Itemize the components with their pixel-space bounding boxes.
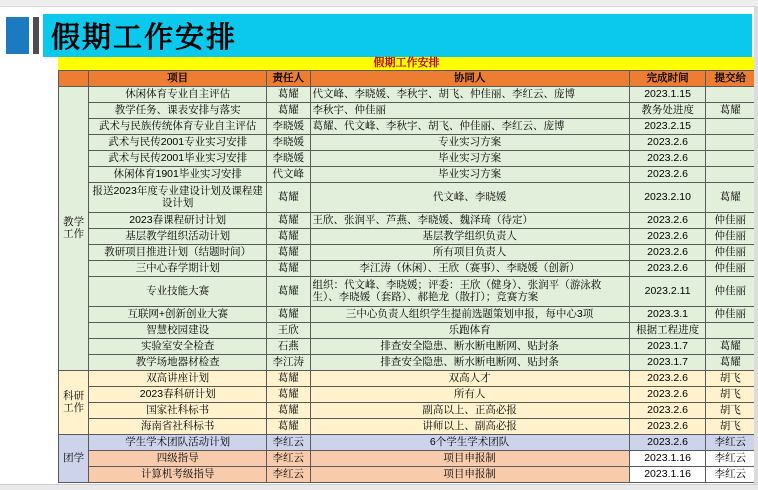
- cell-time: 2023.2.6: [629, 135, 706, 151]
- cell-project: 海南省社科标书: [89, 419, 267, 435]
- top-edge-strip: [0, 0, 758, 7]
- cell-owner: 李红云: [267, 467, 310, 483]
- cell-project: 基层教学组织活动计划: [89, 229, 267, 245]
- cell-collaborators: 三中心负责人组织学生提前选题策划申报，每中心3项: [310, 307, 629, 323]
- cell-time: 2023.1.7: [629, 339, 706, 355]
- table-row: [59, 135, 755, 151]
- cell-submit-to: [706, 135, 755, 151]
- table-row: [59, 119, 755, 135]
- cell-project: 专业技能大赛: [89, 277, 267, 307]
- table-row: [59, 371, 755, 387]
- cell-collaborators: 王欣、张润平、芦燕、李晓媛、魏泽琦（待定）: [310, 213, 629, 229]
- cell-submit-to: 仲佳丽: [706, 277, 755, 307]
- cell-owner: 代文峰: [267, 167, 310, 183]
- cell-project: 三中心春学期计划: [89, 261, 267, 277]
- cell-collaborators: 基层教学组织负责人: [310, 229, 629, 245]
- header-submit-to: 提交给: [706, 71, 755, 87]
- cell-owner: 李晓媛: [267, 119, 310, 135]
- table-body: [59, 87, 755, 483]
- accent-square: [6, 17, 29, 54]
- cell-project: 教学任务、课表安排与落实: [89, 103, 267, 119]
- cell-time: 2023.1.15: [629, 87, 706, 103]
- cell-time: 2023.1.16: [629, 467, 706, 483]
- cell-project: 2023春科研计划: [89, 387, 267, 403]
- table-header: [59, 71, 755, 87]
- cell-time: 2023.2.6: [629, 151, 706, 167]
- cell-time: 2023.1.16: [629, 451, 706, 467]
- cell-owner: 葛耀: [267, 229, 310, 245]
- section-label: 教学 工作: [59, 87, 89, 371]
- cell-project: 国家社科标书: [89, 403, 267, 419]
- right-edge-strip: [754, 6, 758, 484]
- cell-submit-to: 胡飞: [706, 371, 755, 387]
- cell-owner: 葛耀: [267, 371, 310, 387]
- cell-project: 互联网+创新创业大赛: [89, 307, 267, 323]
- table-row: [59, 167, 755, 183]
- cell-owner: 李江涛: [267, 355, 310, 371]
- cell-project: 休闲体育1901毕业实习安排: [89, 167, 267, 183]
- cell-owner: 葛耀: [267, 387, 310, 403]
- cell-time: 根据工程进度: [629, 323, 706, 339]
- cell-collaborators: 专业实习方案: [310, 135, 629, 151]
- table-row: [59, 355, 755, 371]
- cell-project: 武术与民传2001毕业实习安排: [89, 151, 267, 167]
- cell-submit-to: [706, 151, 755, 167]
- cell-time: 2023.2.6: [629, 371, 706, 387]
- page-title: 假期工作安排: [51, 22, 238, 54]
- header-project: 项目: [89, 71, 267, 87]
- cell-collaborators: 排查安全隐患、断水断电断网、贴封条: [310, 355, 629, 371]
- cell-submit-to: 仲佳丽: [706, 261, 755, 277]
- table-row: [59, 419, 755, 435]
- cell-time: 2023.2.6: [629, 261, 706, 277]
- cell-owner: 李晓媛: [267, 151, 310, 167]
- cell-owner: 葛耀: [267, 213, 310, 229]
- cell-collaborators: 所有人: [310, 387, 629, 403]
- cell-submit-to: [706, 323, 755, 339]
- cell-time: 2023.2.6: [629, 403, 706, 419]
- cell-submit-to: 李红云: [706, 451, 755, 467]
- cell-owner: 李红云: [267, 451, 310, 467]
- cell-owner: 葛耀: [267, 245, 310, 261]
- cell-collaborators: 项目申报制: [310, 451, 629, 467]
- cell-submit-to: [706, 167, 755, 183]
- cell-submit-to: 仲佳丽: [706, 229, 755, 245]
- table-row: [59, 245, 755, 261]
- cell-project: 武术与民族传统体育专业自主评估: [89, 119, 267, 135]
- cell-time: 2023.2.6: [629, 387, 706, 403]
- cell-collaborators: 副高以上、正高必报: [310, 403, 629, 419]
- cell-owner: 葛耀: [267, 307, 310, 323]
- cell-submit-to: 葛耀: [706, 339, 755, 355]
- cell-time: 2023.3.1: [629, 307, 706, 323]
- cell-submit-to: [706, 87, 755, 103]
- cell-collaborators: 代文峰、李晓媛、李秋宇、胡飞、仲佳丽、李红云、庞博: [310, 87, 629, 103]
- cell-collaborators: 毕业实习方案: [310, 151, 629, 167]
- cell-collaborators: 李秋宇、仲佳丽: [310, 103, 629, 119]
- table-row: [59, 451, 755, 467]
- cell-collaborators: 项目申报制: [310, 467, 629, 483]
- cell-project: 计算机考级指导: [89, 467, 267, 483]
- header-collaborators: 协同人: [310, 71, 629, 87]
- cell-submit-to: 葛耀: [706, 183, 755, 213]
- cell-submit-to: 李红云: [706, 467, 755, 483]
- cell-submit-to: 胡飞: [706, 403, 755, 419]
- cell-collaborators: 6个学生学术团队: [310, 435, 629, 451]
- cell-submit-to: [706, 119, 755, 135]
- cell-project: 实验室安全检查: [89, 339, 267, 355]
- cell-collaborators: 双高人才: [310, 371, 629, 387]
- cell-collaborators: 毕业实习方案: [310, 167, 629, 183]
- cell-project: 双高讲座计划: [89, 371, 267, 387]
- header-row: [59, 71, 755, 87]
- table-row: [59, 339, 755, 355]
- cell-owner: 李红云: [267, 435, 310, 451]
- cell-submit-to: 胡飞: [706, 387, 755, 403]
- table-row: [59, 403, 755, 419]
- cell-time: 2023.2.6: [629, 167, 706, 183]
- cell-project: 2023春课程研讨计划: [89, 213, 267, 229]
- cell-time: 2023.2.6: [629, 419, 706, 435]
- table-row: [59, 261, 755, 277]
- bottom-edge-strip: [0, 484, 758, 490]
- table-corner-cell: [59, 71, 89, 87]
- cell-collaborators: 李江涛（休闲）、王欣（赛事）、李晓媛（创新）: [310, 261, 629, 277]
- cell-submit-to: 胡飞: [706, 419, 755, 435]
- cell-owner: 葛耀: [267, 103, 310, 119]
- cell-submit-to: 李红云: [706, 435, 755, 451]
- cell-owner: 葛耀: [267, 403, 310, 419]
- cell-time: 2023.2.6: [629, 245, 706, 261]
- cell-time: 2023.2.6: [629, 229, 706, 245]
- table-row: [59, 183, 755, 213]
- cell-collaborators: 乐跑体育: [310, 323, 629, 339]
- cell-time: 2023.2.15: [629, 119, 706, 135]
- cell-owner: 李晓媛: [267, 135, 310, 151]
- cell-time: 2023.2.10: [629, 183, 706, 213]
- cell-project: 学生学术团队活动计划: [89, 435, 267, 451]
- cell-owner: 葛耀: [267, 277, 310, 307]
- cell-project: 休闲体育专业自主评估: [89, 87, 267, 103]
- section-label: 科研 工作: [59, 371, 89, 435]
- cell-submit-to: 仲佳丽: [706, 307, 755, 323]
- cell-collaborators: 代文峰、李晓媛: [310, 183, 629, 213]
- cell-project: 武术与民传2001专业实习安排: [89, 135, 267, 151]
- cell-time: 2023.2.11: [629, 277, 706, 307]
- table-row: [59, 213, 755, 229]
- cell-time: 2023.2.6: [629, 213, 706, 229]
- cell-owner: 葛耀: [267, 183, 310, 213]
- table-row: [59, 467, 755, 483]
- cell-owner: 葛耀: [267, 261, 310, 277]
- cell-project: 教研项目推进计划（结题时间）: [89, 245, 267, 261]
- cell-collaborators: 讲师以上、副高必报: [310, 419, 629, 435]
- cell-time: 2023.2.6: [629, 435, 706, 451]
- cell-submit-to: 葛耀: [706, 103, 755, 119]
- header-owner: 责任人: [267, 71, 310, 87]
- table-caption: 假期工作安排: [58, 57, 755, 70]
- cell-owner: 石燕: [267, 339, 310, 355]
- table-row: [59, 151, 755, 167]
- accent-bar: [33, 17, 39, 54]
- cell-project: 报送2023年度专业建设计划及课程建设计划: [89, 183, 267, 213]
- section-label: 团学: [59, 435, 89, 483]
- cell-owner: 葛耀: [267, 87, 310, 103]
- header-time: 完成时间: [629, 71, 706, 87]
- cell-project: 智慧校园建设: [89, 323, 267, 339]
- table-row: [59, 435, 755, 451]
- cell-collaborators: 组织：代文峰、李晓媛；评委：王欣（健身）、张润平（游泳救生）、李晓媛（套路）、郝艳龙（散打）；竞赛方案: [310, 277, 629, 307]
- cell-submit-to: 仲佳丽: [706, 245, 755, 261]
- work-schedule-table: [58, 70, 755, 483]
- table-row: [59, 307, 755, 323]
- cell-collaborators: 排查安全隐患、断水断电断网、贴封条: [310, 339, 629, 355]
- cell-collaborators: 葛耀、代文峰、李秋宇、胡飞、仲佳丽、李红云、庞博: [310, 119, 629, 135]
- cell-submit-to: 仲佳丽: [706, 213, 755, 229]
- table-row: [59, 229, 755, 245]
- cell-owner: 王欣: [267, 323, 310, 339]
- table-row: [59, 277, 755, 307]
- table-row: [59, 103, 755, 119]
- slide-title-banner: [43, 14, 752, 57]
- cell-time: 2023.1.7: [629, 355, 706, 371]
- table-row: [59, 87, 755, 103]
- table-row: [59, 323, 755, 339]
- cell-owner: 葛耀: [267, 419, 310, 435]
- cell-collaborators: 所有项目负责人: [310, 245, 629, 261]
- table-row: [59, 387, 755, 403]
- cell-submit-to: 葛耀: [706, 355, 755, 371]
- cell-project: 四级指导: [89, 451, 267, 467]
- cell-time: 教务处进度: [629, 103, 706, 119]
- cell-project: 教学场地器材检查: [89, 355, 267, 371]
